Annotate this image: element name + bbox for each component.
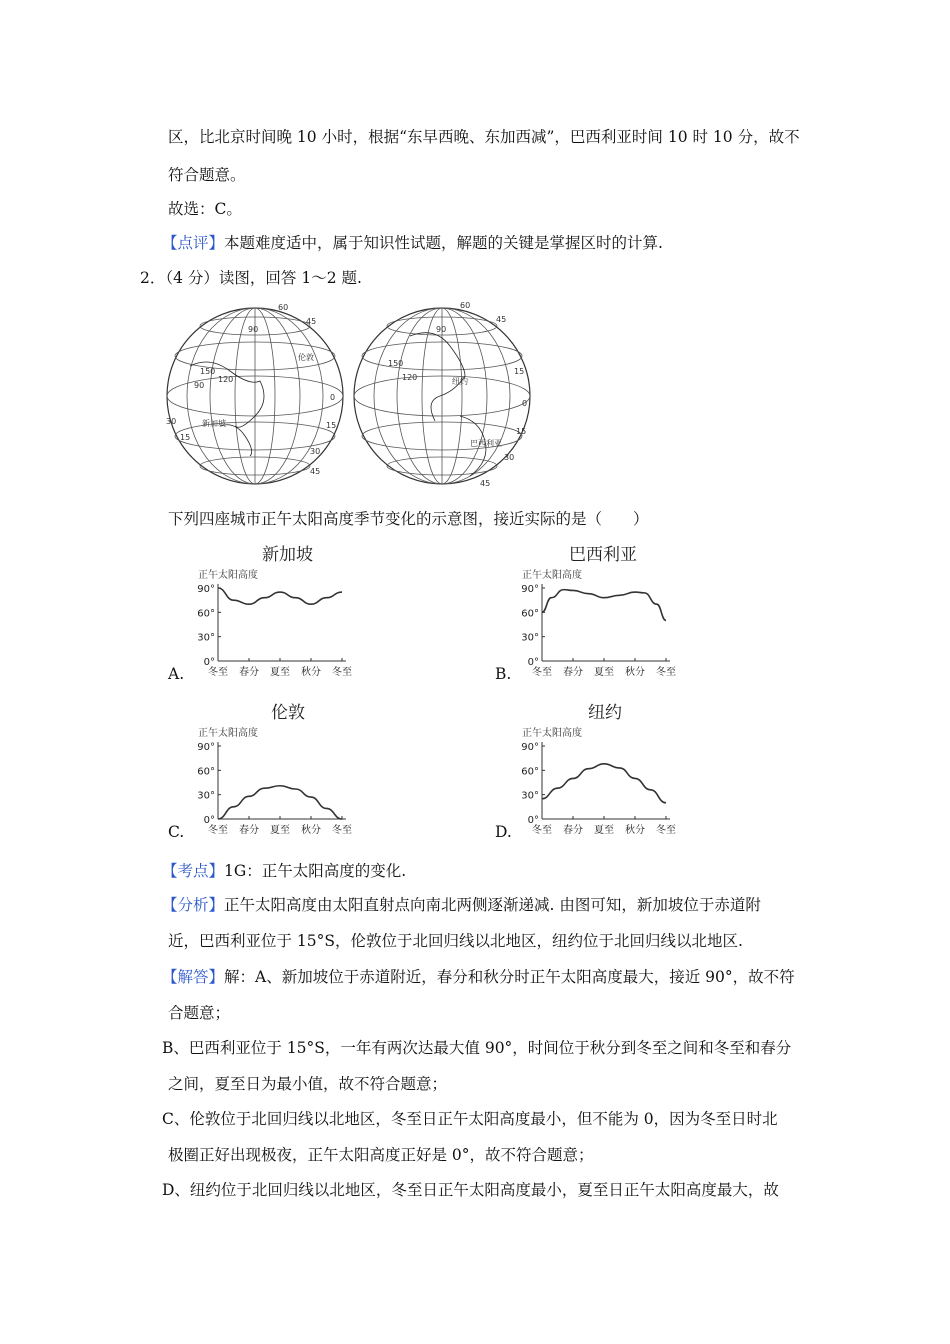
x-tick-label: 冬至 xyxy=(656,825,676,836)
option-b-label: B. xyxy=(495,665,512,683)
globe-label: 60 xyxy=(460,301,471,310)
text-line: 符合题意。 xyxy=(168,166,246,184)
chart-b xyxy=(520,566,680,686)
chart-d xyxy=(520,724,680,844)
text-line: B、巴西利亚位于 15°S，一年有两次达最大值 90°，时间位于秋分到冬至之间和冬至和春分 xyxy=(162,1039,792,1057)
x-tick-label: 冬至 xyxy=(656,667,676,678)
y-tick-label: 90° xyxy=(521,584,539,595)
x-tick-label: 冬至 xyxy=(208,667,228,678)
globe-label: 60 xyxy=(278,303,289,312)
series-line xyxy=(218,588,342,604)
y-tick-label: 90° xyxy=(197,584,215,595)
jieda-line xyxy=(162,967,795,987)
y-tick-label: 30° xyxy=(197,790,215,802)
globe-label: 120 xyxy=(402,373,418,382)
globe-label: 45 xyxy=(306,317,317,326)
chart-c xyxy=(196,724,356,844)
globe-label: 伦敦 xyxy=(298,353,314,362)
y-tick-label: 30° xyxy=(521,632,539,644)
globe-label: 150 xyxy=(200,367,216,376)
comment-text: 本题难度适中，属于知识性试题，解题的关键是掌握区时的计算. xyxy=(224,234,663,252)
globe-label: 15 xyxy=(326,421,337,430)
chart-title-c: 伦敦 xyxy=(271,703,305,723)
x-tick-label: 夏至 xyxy=(270,667,290,678)
y-axis-label: 正午太阳高度 xyxy=(198,728,258,739)
x-tick-label: 春分 xyxy=(563,667,583,678)
text-line: 之间，夏至日为最小值，故不符合题意； xyxy=(168,1075,448,1093)
jieda-text: 解：A、新加坡位于赤道附近，春分和秋分时正午太阳高度最大，接近 90°，故不符 xyxy=(224,968,795,986)
text-line xyxy=(162,233,663,253)
y-tick-label: 60° xyxy=(197,766,215,778)
y-tick-label: 30° xyxy=(521,790,539,802)
chart-title-a: 新加坡 xyxy=(262,545,313,565)
question-stem: （4 分）读图，回答 1～2 题. xyxy=(165,269,362,287)
globe-figure xyxy=(160,296,540,496)
y-tick-label: 30° xyxy=(197,632,215,644)
globe-label: 90 xyxy=(248,325,259,334)
text-line: C、伦敦位于北回归线以北地区，冬至日正午太阳高度最小，但不能为 0，因为冬至日时北 xyxy=(162,1110,778,1128)
globe-label: 15 xyxy=(514,367,525,376)
globe-label: 15 xyxy=(180,433,191,442)
y-tick-label: 60° xyxy=(521,608,539,620)
series-line xyxy=(542,590,666,621)
option-d-label: D. xyxy=(495,823,512,841)
option-c-label: C. xyxy=(168,823,185,841)
y-axis-label: 正午太阳高度 xyxy=(198,570,258,581)
y-tick-label: 0° xyxy=(203,815,215,826)
y-tick-label: 0° xyxy=(527,657,539,668)
text-line: 合题意； xyxy=(168,1004,231,1022)
x-tick-label: 冬至 xyxy=(208,825,228,836)
globe-label: 45 xyxy=(496,315,507,324)
option-a-label: A. xyxy=(168,665,185,683)
kaodian-line xyxy=(162,861,406,881)
comment-tag: 【点评】 xyxy=(162,234,225,252)
x-tick-label: 秋分 xyxy=(301,825,321,836)
series-line xyxy=(542,764,666,803)
fenxi-line xyxy=(162,895,761,915)
globe-label: 15 xyxy=(516,427,527,436)
globe-label: 90 xyxy=(194,381,205,390)
globe-label: 新加坡 xyxy=(202,419,226,428)
globe-label: 30 xyxy=(310,447,321,456)
y-tick-label: 90° xyxy=(197,742,215,753)
x-tick-label: 冬至 xyxy=(532,825,552,836)
question-2 xyxy=(140,268,362,288)
jieda-tag: 【解答】 xyxy=(162,968,225,986)
globe-label: 纽约 xyxy=(452,377,468,386)
globe-label: 30 xyxy=(504,453,515,462)
kaodian-text: 1G：正午太阳高度的变化. xyxy=(224,862,407,880)
x-tick-label: 春分 xyxy=(239,667,259,678)
x-tick-label: 秋分 xyxy=(301,667,321,678)
globe-label: 30 xyxy=(166,417,177,426)
fenxi-tag: 【分析】 xyxy=(162,896,225,914)
x-tick-label: 春分 xyxy=(563,825,583,836)
globe-label: 90 xyxy=(436,325,447,334)
globe-label: 0 xyxy=(522,399,528,408)
chart-title-d: 纽约 xyxy=(588,703,622,723)
x-tick-label: 秋分 xyxy=(625,667,645,678)
globe-left xyxy=(167,308,343,484)
globe-label: 120 xyxy=(218,375,234,384)
y-tick-label: 60° xyxy=(521,766,539,778)
x-tick-label: 夏至 xyxy=(270,825,290,836)
text-line: 极圈正好出现极夜，正午太阳高度正好是 0°，故不符合题意； xyxy=(168,1146,594,1164)
chart-title-b: 巴西利亚 xyxy=(569,545,637,565)
y-tick-label: 90° xyxy=(521,742,539,753)
question-number: 2． xyxy=(140,269,166,287)
series-line xyxy=(218,786,342,819)
x-tick-label: 秋分 xyxy=(625,825,645,836)
x-tick-label: 冬至 xyxy=(332,825,352,836)
globe-label: 45 xyxy=(480,479,491,488)
x-tick-label: 冬至 xyxy=(532,667,552,678)
question-text: 下列四座城市正午太阳高度季节变化的示意图，接近实际的是（ ） xyxy=(168,510,649,528)
y-tick-label: 0° xyxy=(203,657,215,668)
x-tick-label: 春分 xyxy=(239,825,259,836)
x-tick-label: 夏至 xyxy=(594,825,614,836)
text-line: 区，比北京时间晚 10 小时，根据“东早西晚、东加西减”，巴西利亚时间 10 时 10 分，故不 xyxy=(168,128,800,146)
globe-label: 0 xyxy=(330,393,336,402)
y-tick-label: 60° xyxy=(197,608,215,620)
chart-a xyxy=(196,566,356,686)
x-tick-label: 夏至 xyxy=(594,667,614,678)
globe-label: 45 xyxy=(310,467,321,476)
kaodian-tag: 【考点】 xyxy=(162,862,225,880)
text-line: D、纽约位于北回归线以北地区，冬至日正午太阳高度最小，夏至日正午太阳高度最大，故 xyxy=(162,1181,779,1199)
text-line: 故选：C。 xyxy=(168,200,242,218)
text-line: 近，巴西利亚位于 15°S，伦敦位于北回归线以北地区，纽约位于北回归线以北地区. xyxy=(168,932,743,950)
globe-label: 巴西利亚 xyxy=(470,439,502,448)
globe-label: 150 xyxy=(388,359,404,368)
y-axis-label: 正午太阳高度 xyxy=(522,728,582,739)
y-tick-label: 0° xyxy=(527,815,539,826)
x-tick-label: 冬至 xyxy=(332,667,352,678)
y-axis-label: 正午太阳高度 xyxy=(522,570,582,581)
fenxi-text: 正午太阳高度由太阳直射点向南北两侧逐渐递减. 由图可知，新加坡位于赤道附 xyxy=(224,896,761,914)
